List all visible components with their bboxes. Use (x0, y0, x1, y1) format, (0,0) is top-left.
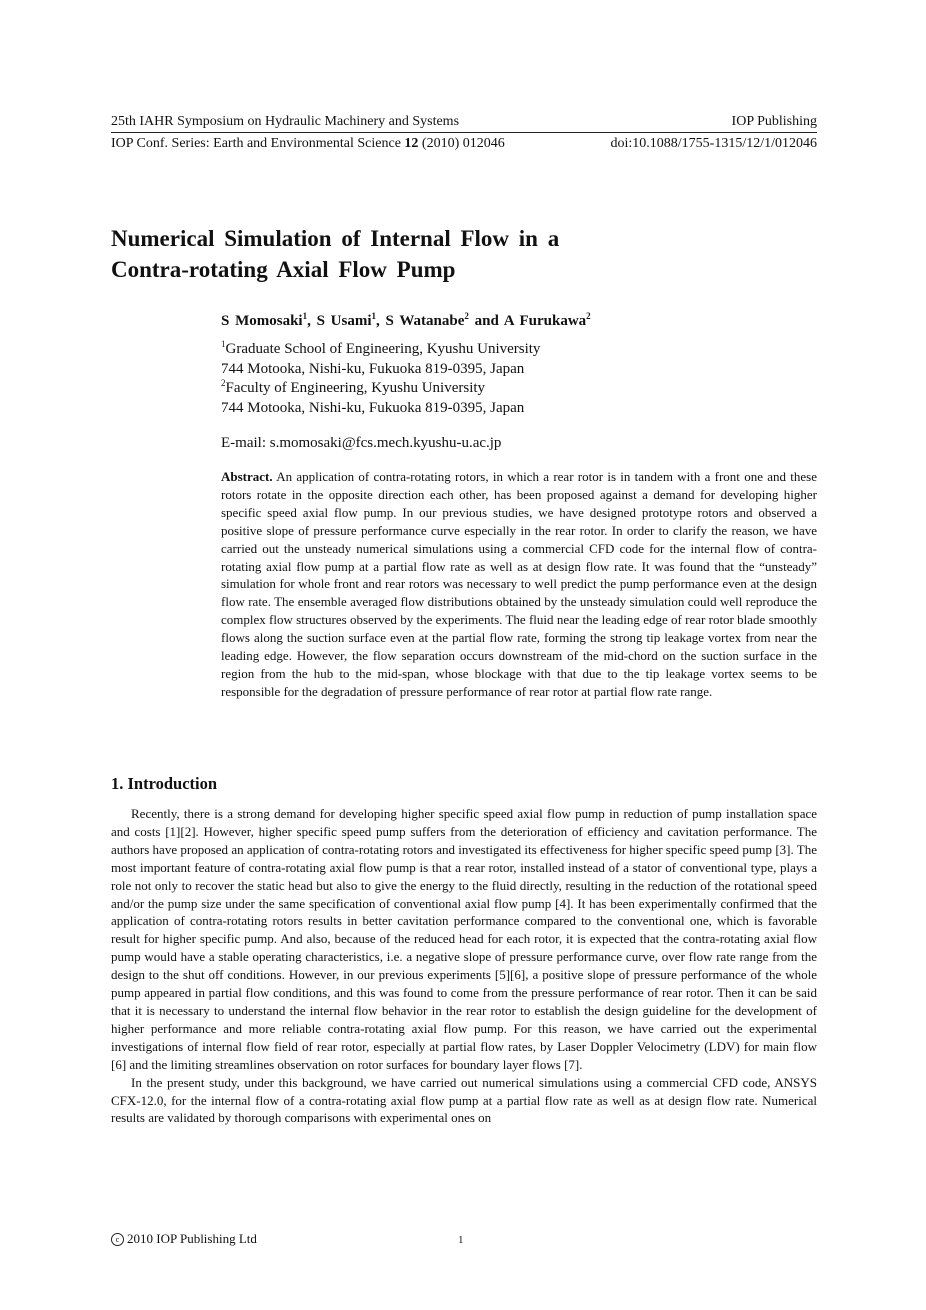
author-affiliation-mark: 2 (586, 311, 591, 321)
paper-title (111, 223, 671, 285)
doi: doi:10.1088/1755-1315/12/1/012046 (610, 136, 817, 151)
header-divider (111, 132, 817, 133)
author-list (221, 311, 591, 331)
running-header (111, 113, 817, 130)
affiliations (221, 340, 540, 418)
title-line-1: Numerical Simulation of Internal Flow in a (111, 226, 560, 251)
affiliation-mark: 2 (221, 378, 226, 388)
affiliation-name: Graduate School of Engineering, Kyushu University (225, 341, 541, 357)
author-separator: and (468, 313, 504, 329)
volume-number: 12 (404, 136, 419, 151)
copyright-icon: c (111, 1233, 124, 1246)
author-affiliation-mark: 2 (464, 311, 469, 321)
abstract (221, 468, 817, 701)
author: S Watanabe (385, 313, 465, 329)
paragraph: In the present study, under this background, we have carried out numerical simulations using a commercial CFD code, ANSYS CFX-12.0, for the internal flow of a contra-rotating axial flow pump at a partial flow rate as well as at design flow rate. Numerical results are validated by thorough comparisons with experimental ones on (111, 1074, 817, 1126)
paragraph: Recently, there is a strong demand for developing higher specific speed axial flow pump in reduction of pump installation space and costs [1][2]. However, higher specific speed pump suffers from the deterioration of efficiency and cavitation performance. The authors have proposed an application of contra-rotating rotors and investigated its effectiveness for higher specific speed pump [3]. The most important feature of contra-rotating axial flow pump is that a rear rotor, installed instead of a stator of conventional type, plays a role not only to recover the static head but also to give the energy to the fluid directly, resulting in the reduction of the rotational speed and/or the pump size under the same specification of conventional axial flow pump [4]. It has been experimentally confirmed that the application of contra-rotating rotors results in better cavitation performance compared to the conventional one, which is favorable result for higher specific pump. And also, because of the reduced head for each rotor, it is expected that the contra-rotating axial flow pump would have a stable operating characteristics, i.e. a negative slope of pressure performance curve, over flow rate range from the design to the shut off conditions. However, in our previous experiments [5][6], a positive slope of pressure performance of the whole pump appeared in partial flow conditions, and this was found to come from the pressure performance of rear rotor. Then it can be said that it is necessary to understand the internal flow behavior in the rear rotor to establish the design guideline for the development of higher performance and more reliable contra-rotating axial flow pump. For this reason, we have carried out the experimental investigations of internal flow field of rear rotor, especially at partial flow rates, by Laser Doppler Velocimetry (LDV) for main flow [6] and the limiting streamlines observation on rotor surfaces for boundary layer flows [7]. (111, 806, 817, 1072)
author-separator: , (376, 313, 386, 329)
publisher-name: IOP Publishing (731, 114, 817, 129)
author-affiliation-mark: 1 (302, 311, 308, 321)
citation-header (111, 135, 817, 152)
copyright-footer (111, 1230, 257, 1247)
introduction-body (111, 805, 817, 1127)
author: A Furukawa (503, 313, 587, 329)
author: S Usami (316, 313, 372, 329)
affiliation-2-address: 744 Motooka, Nishi-ku, Fukuoka 819-0395, Japan (221, 399, 525, 416)
series-prefix: IOP Conf. Series: Earth and Environmental Science (111, 136, 405, 151)
page-number: 1 (458, 1234, 464, 1246)
title-line-2: Contra-rotating Axial Flow Pump (111, 257, 456, 282)
section-heading-introduction: 1. Introduction (111, 774, 218, 793)
affiliation-1 (221, 340, 540, 360)
affiliation-name: Faculty of Engineering, Kyushu University (225, 380, 486, 396)
author-separator: , (307, 313, 317, 329)
author-affiliation-mark: 1 (371, 311, 377, 321)
affiliation-2 (221, 379, 540, 399)
author: S Momosaki (221, 313, 303, 329)
affiliation-1-address: 744 Motooka, Nishi-ku, Fukuoka 819-0395, Japan (221, 360, 525, 377)
series-suffix: (2010) 012046 (418, 136, 505, 151)
conference-name: 25th IAHR Symposium on Hydraulic Machinery and Systems (111, 114, 460, 129)
contact-email[interactable]: E-mail: s.momosaki@fcs.mech.kyushu-u.ac.jp (221, 435, 502, 451)
abstract-text: An application of contra-rotating rotors, in which a rear rotor is in tandem with a front one and these rotors rotate in the opposite direction each other, has been proposed against a demand for developing higher specific speed axial flow pump. In our previous studies, we have designed prototype rotors and observed a positive slope of pressure performance curve especially in the rear rotor. In order to clarify the reason, we have carried out the unsteady numerical simulations using a commercial CFD code for the internal flow of contra-rotating axial flow pump at a partial flow rate as well as at design flow rate. It was found that the “unsteady” simulation for whole front and rear rotors was necessary to well predict the pump performance even at the design flow rate. The ensemble averaged flow distributions obtained by the unsteady simulation could well reproduce the complex flow structures observed by the experiments. The fluid near the leading edge of rear rotor blade smoothly flows along the suction surface even at the partial flow rate, forming the strong tip leakage vortex from near the leading edge. However, the flow separation occurs downstream of the mid-chord on the suction surface in the region from the hub to the mid-span, whose blockage with that due to the tip leakage vortex seems to be responsible for the degradation of pressure performance of rear rotor at partial flow rate range. (221, 469, 817, 699)
affiliation-mark: 1 (221, 339, 226, 349)
abstract-label: Abstract. (221, 469, 273, 484)
copyright-text: 2010 IOP Publishing Ltd (127, 1231, 257, 1246)
